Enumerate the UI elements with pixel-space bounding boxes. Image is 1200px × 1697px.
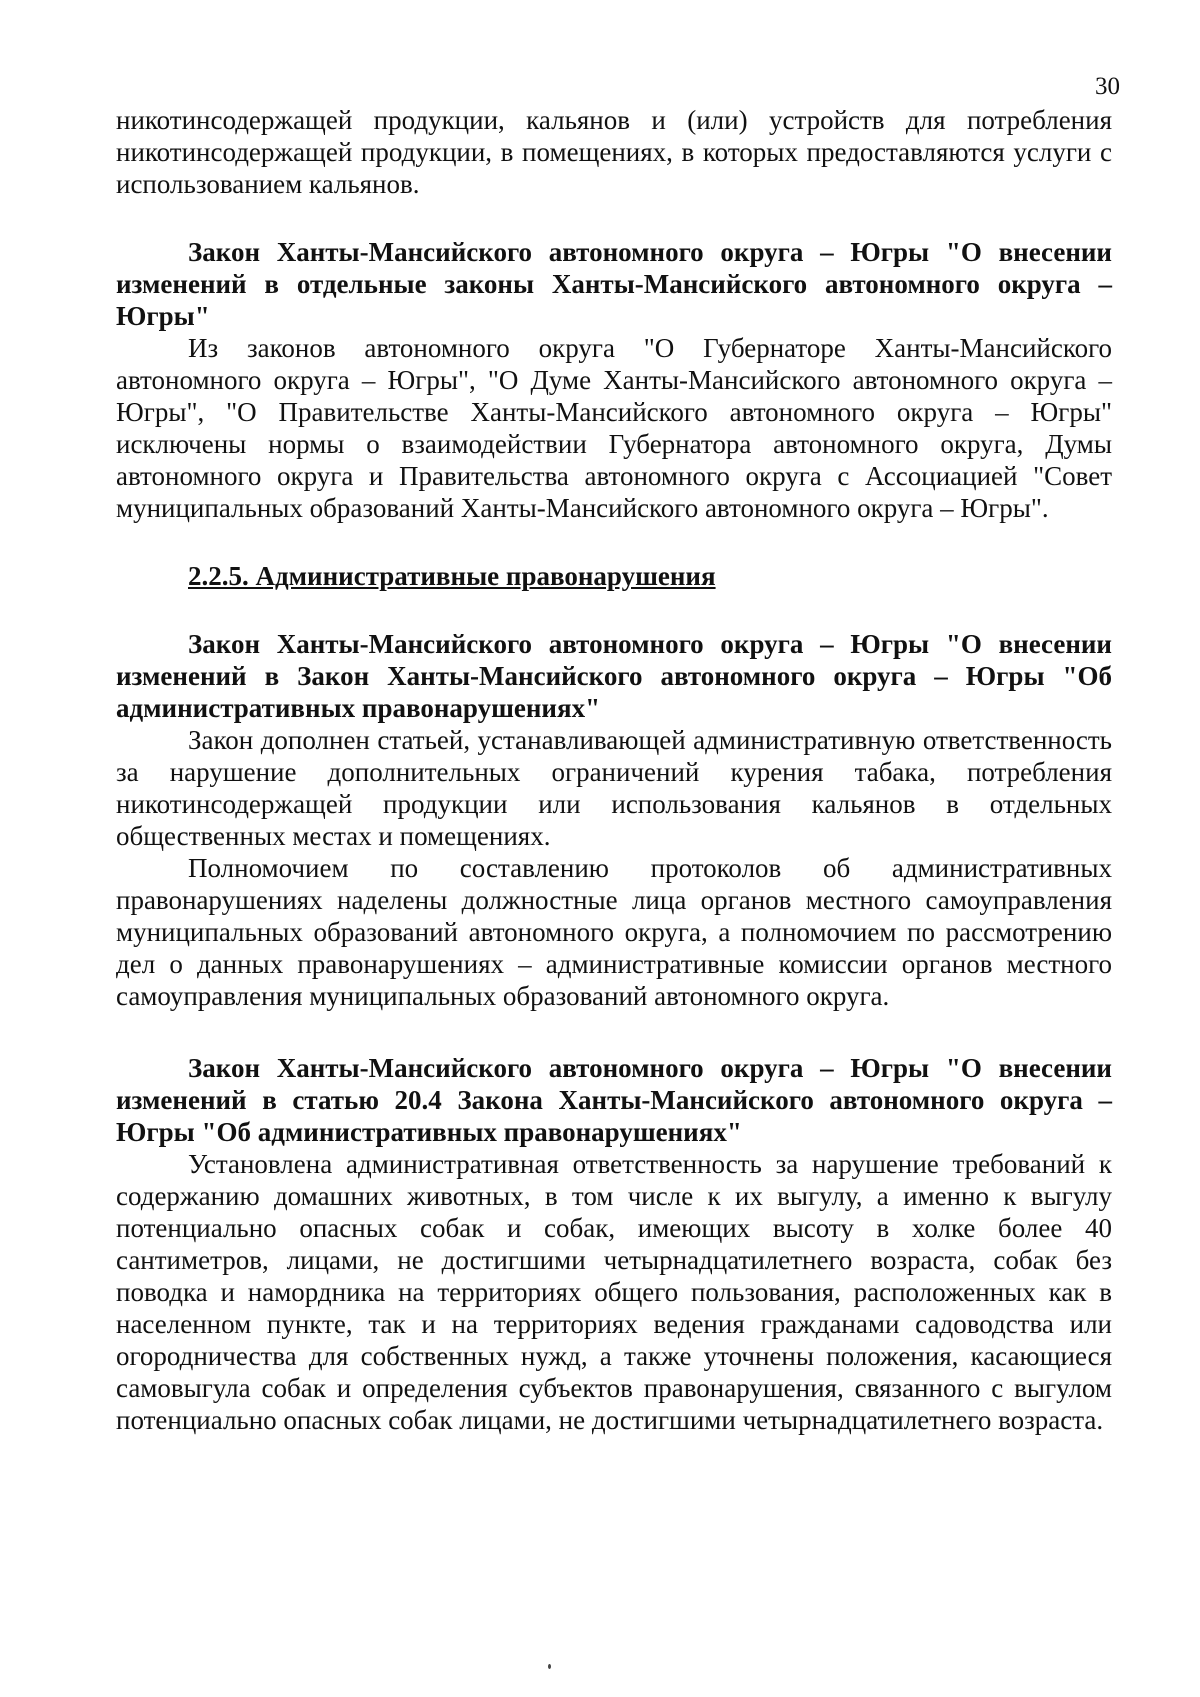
- law-2-paragraph-1: Закон дополнен статьей, устанавливающей административную ответственность за нарушение дополнительных ограничений курения табака, потребления никотинсодержащей продукции или использования кальянов в отдельных общественных местах и помещениях.: [116, 725, 1112, 851]
- scan-speck: [548, 1664, 551, 1669]
- document-body: [116, 104, 1112, 1436]
- intro-paragraph: никотинсодержащей продукции, кальянов и (или) устройств для потребления никотинсодержащей продукции, в помещениях, в которых предоставляются услуги с использованием кальянов.: [116, 105, 1112, 199]
- law-2-paragraph-2: Полномочием по составлению протоколов об административных правонарушениях наделены должностные лица органов местного самоуправления муниципальных образований автономного округа, а полномочием по рассмотрению дел о данных правонарушениях – административные комиссии органов местного самоуправления муниципальных образований автономного округа.: [116, 853, 1112, 1011]
- law-title-2: Закон Ханты-Мансийского автономного округа – Югры "О внесении изменений в Закон Ханты-Мансийского автономного округа – Югры "Об административных правонарушениях": [116, 629, 1112, 723]
- law-title-3: Закон Ханты-Мансийского автономного округа – Югры "О внесении изменений в статью 20.4 Закона Ханты-Мансийского автономного округа – Югры "Об административных правонарушениях": [116, 1053, 1112, 1147]
- law-title-1: Закон Ханты-Мансийского автономного округа – Югры "О внесении изменений в отдельные законы Ханты-Мансийского автономного округа – Югры": [116, 237, 1112, 331]
- section-heading: 2.2.5. Административные правонарушения: [188, 561, 716, 591]
- page-number: 30: [1095, 73, 1120, 100]
- law-3-paragraph: Установлена административная ответственность за нарушение требований к содержанию домашних животных, в том числе к их выгулу, а именно к выгулу потенциально опасных собак и собак, имеющих высоту в холке более 40 сантиметров, лицами, не достигшими четырнадцатилетнего возраста, собак без поводка и намордника на территориях общего пользования, расположенных как в населенном пункте, так и на территориях ведения гражданами садоводства или огородничества для собственных нужд, а также уточнены положения, касающиеся самовыгула собак и определения субъектов правонарушения, связанного с выгулом потенциально опасных собак лицами, не достигшими четырнадцатилетнего возраста.: [116, 1149, 1112, 1435]
- law-1-paragraph: Из законов автономного округа "О Губернаторе Ханты-Мансийского автономного округа – Югры", "О Думе Ханты-Мансийского автономного округа – Югры", "О Правительстве Ханты-Мансийского автономного округа – Югры" исключены нормы о взаимодействии Губернатора автономного округа, Думы автономного округа и Правительства автономного округа с Ассоциацией "Совет муниципальных образований Ханты-Мансийского автономного округа – Югры".: [116, 333, 1112, 523]
